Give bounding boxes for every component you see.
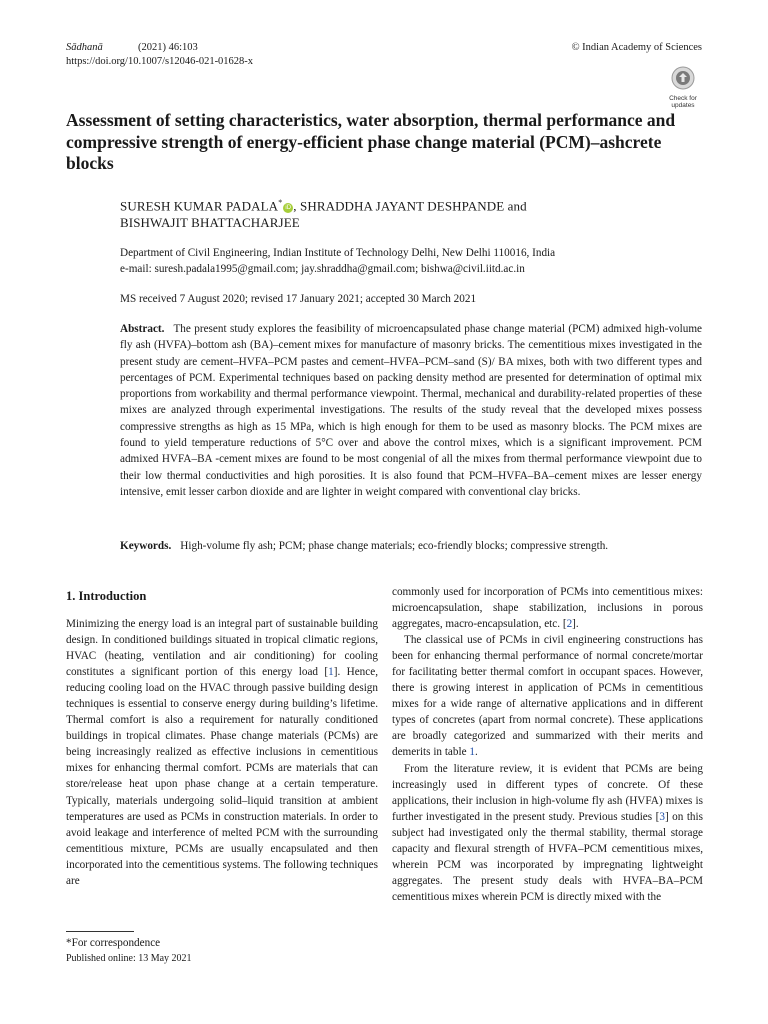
right-column xyxy=(392,584,703,905)
paragraph-text: Minimizing the energy load is an integral part of sustainable building design. In conditioned buildings situated in tropical climatic regions, HVAC (heating, ventilation and air conditioning) for cooling constitutes a significant portion of this energy load [ xyxy=(66,618,378,679)
check-updates-icon xyxy=(665,66,701,90)
badge-line1: Check for xyxy=(669,95,697,102)
keywords-label: Keywords. xyxy=(120,540,172,552)
running-header xyxy=(66,42,198,53)
doi-link[interactable]: https://doi.org/10.1007/s12046-021-01628-x xyxy=(66,56,254,67)
affiliation-block xyxy=(120,246,720,277)
abstract-label: Abstract. xyxy=(120,323,165,335)
received-dates: MS received 7 August 2020; revised 17 January 2021; accepted 30 March 2021 xyxy=(120,293,477,305)
correspondence-mark: * xyxy=(278,198,283,207)
paragraph xyxy=(392,584,703,632)
section-heading xyxy=(66,589,146,604)
published-date: Published online: 13 May 2021 xyxy=(66,953,192,964)
author-3: BISHWAJIT BHATTACHARJEE xyxy=(120,215,300,231)
badge-line2: updates xyxy=(671,102,695,109)
abstract xyxy=(120,321,702,500)
affiliation: Department of Civil Engineering, Indian Institute of Technology Delhi, New Delhi 110016, India xyxy=(120,247,556,259)
citation-link[interactable]: 2 xyxy=(566,618,573,631)
journal-name: Sādhanā xyxy=(66,42,103,53)
section-number: 1. xyxy=(66,589,76,603)
paragraph-text: From the literature review, it is evident that PCMs are being increasingly used in different types of concrete. Of these applications, their inclusion in high-volume fly ash (HVFA) mixes is further investigated in the present study. Previous studies [ xyxy=(392,762,703,823)
email-line: e-mail: suresh.padala1995@gmail.com; jay.shraddha@gmail.com; bishwa@civil.iitd.ac.in xyxy=(120,262,525,275)
paragraph xyxy=(392,761,703,905)
citation-link[interactable]: 1 xyxy=(328,666,334,679)
paragraph-text: commonly used for incorporation of PCMs into cementitious mixes: microencapsulation, shape stabilization, inclusions in porous aggregates, macro-encapsulation, etc. [ xyxy=(392,586,703,631)
author-list xyxy=(120,194,680,231)
paragraph-text: ]. Hence, reducing cooling load on the HVAC through passive building design techniques is essential to conserve energy during building’s lifetime. Thermal comfort is also a requirement for naturally conditioned buildings in tropical climates. Phase change materials (PCMs) are being increasingly realized as effective inclusions in cementitious mixes for enhancing thermal comfort. PCMs are materials that can store/release heat upon phase change at a certain temperature. Typically, materials undergoing solid–liquid transition at ambient temperatures are used as PCMs in construction materials. In order to avoid leakage and interference of melted PCM with the surrounding cementitious mixture, PCMs are usually encapsulated and then incorporated into the cementitious systems. The following techniques are xyxy=(66,666,378,887)
check-for-updates-badge[interactable] xyxy=(665,66,701,109)
author-1: SURESH KUMAR PADALA xyxy=(120,198,279,214)
paragraph xyxy=(392,632,703,760)
paragraph-text: ] on this subject had investigated only the thermal stability, thermal storage capacity and flexural strength of HVFA–PCM cementitious mixes, wherein PCM was incorporated by impregnating lightweight aggregates. The present study deals with HVFA–BA–PCM cementitious mixes wherein PCM is directly mixed with the xyxy=(392,810,703,903)
table-link[interactable]: 1 xyxy=(469,746,475,759)
keywords-text: High-volume fly ash; PCM; phase change materials; eco-friendly blocks; compressive strength. xyxy=(180,540,609,552)
paragraph-text: ]. xyxy=(572,618,579,631)
publisher: © Indian Academy of Sciences xyxy=(571,42,702,53)
author-list-rest: , SHRADDHA JAYANT DESHPANDE and xyxy=(293,198,527,214)
paragraph-text: The classical use of PCMs in civil engineering constructions has been for enhancing thermal performance of normal concrete/mortar for facilitating better thermal comfort in occupant spaces. However, there is growing interest in application of PCMs in cementitious mixes for a wide range of alternative applications and in different types of concretes (apart from normal concrete). These applications are broadly categorized and summarized with their merits and demerits in table xyxy=(392,634,703,759)
paper-title: Assessment of setting characteristics, water absorption, thermal performance and compressive strength of energy-efficient phase change material (PCM)–ashcrete blocks xyxy=(66,110,676,173)
citation-link[interactable]: 3 xyxy=(659,810,665,823)
footnote-rule xyxy=(66,931,134,932)
paragraph xyxy=(66,616,378,889)
correspondence-note: *For correspondence xyxy=(66,937,161,949)
citation: (2021) 46:103 xyxy=(138,42,198,53)
paragraph-text: . xyxy=(474,746,478,759)
abstract-text: The present study explores the feasibility of microencapsulated phase change material (PCM) admixed high-volume fly ash (HVFA)–bottom ash (BA)–cement mixes for manufacture of masonry bricks. The cementitious mixes investigated in the present study are cement–HVFA–PCM pastes and cement–HVFA–PCM–sand (S)/ BA mixes, both with two different types and percentages of PCM. Experimental techniques based on packing density method are presented for determination of optimal mix proportions from workability and thermal performance viewpoint. Thermal, mechanical and durability-related properties of these mixes are analyzed through experimental investigations. The results of the study reveal that the developed mixes possess compressive strengths as high as 15 MPa, which is high enough for them to be used as masonry blocks. The PCM mixes are found to yield temperature reductions of 5°C over and above the control mixes, which is a significant improvement. PCM admixed HVFA–BA -cement mixes are found to be most congenial of all the mixes from thermal performance viewpoint due to their low thermal conductivities and high porosities. It is also found that PCM–HVFA–BA–cement mixes are lesser energy intensive, emit lesser carbon dioxide and are lighter in weight compared with conventional clay bricks. xyxy=(120,323,702,498)
section-title: Introduction xyxy=(78,589,147,603)
keywords xyxy=(120,540,720,552)
orcid-icon[interactable]: iD xyxy=(283,203,293,213)
left-column xyxy=(66,616,378,889)
